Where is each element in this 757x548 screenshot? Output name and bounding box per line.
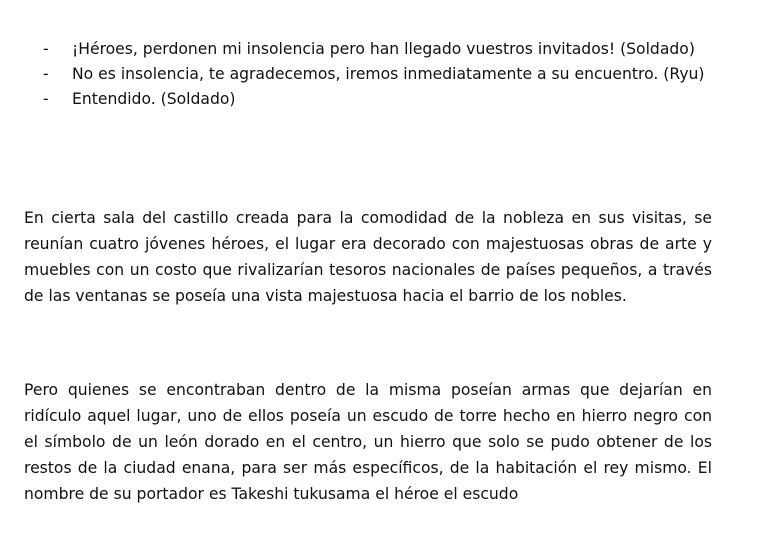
dialogue-text: ¡Héroes, perdonen mi insolencia pero han llegado vuestros invitados! (Soldado) [72,40,695,58]
dialogue-text: No es insolencia, te agradecemos, iremos inmediatamente a su encuentro. (Ryu) [72,65,705,83]
dialogue-dash: - [43,90,49,108]
dialogue-text: Entendido. (Soldado) [72,90,236,108]
dialogue-dash: - [43,65,49,83]
dialogue-line-soldier-2 [36,87,712,112]
dialogue-list [36,37,712,112]
dialogue-dash: - [43,40,49,58]
paragraph-tower-shield: Pero quienes se encontraban dentro de la misma poseían armas que dejarían en ridículo aquel lugar, uno de ellos poseía un escudo de torre hecho en hierro negro con el símbolo de un león dorado en el centro, un hierro que solo se pudo obtener de los restos de la ciudad enana, para ser más específicos, de la habitación el rey mismo. El nombre de su portador es Takeshi tukusama el héroe el escudo [24,381,712,503]
dialogue-line-ryu [36,62,712,87]
dialogue-line-soldier-1 [36,37,712,62]
paragraph-castle-room: En cierta sala del castillo creada para la comodidad de la nobleza en sus visitas, se reunían cuatro jóvenes héroes, el lugar era decorado con majestuosas obras de arte y muebles con un costo que rivalizarían tesoros nacionales de países pequeños, a través de las ventanas se poseía una vista majestuosa hacia el barrio de los nobles. [24,209,712,305]
